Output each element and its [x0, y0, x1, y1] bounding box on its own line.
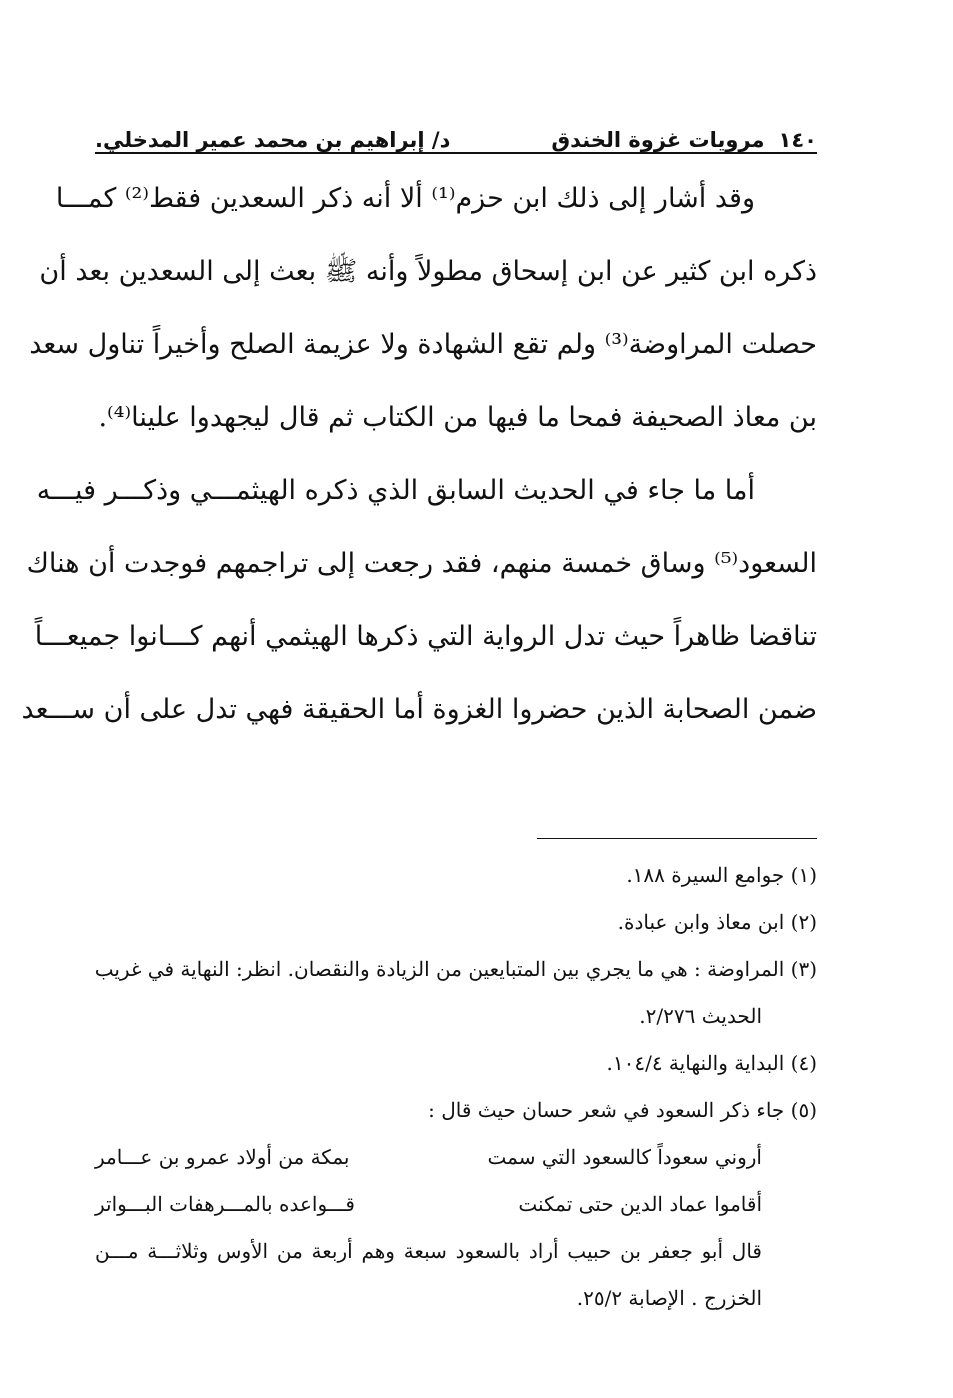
- text-line: تناقضا ظاهراً حيث تدل الرواية التي ذكرها الهيثمي أنهم كـــانوا جميعـــاً: [34, 621, 817, 652]
- text-line: وقد أشار إلى ذلك ابن حزم⁽¹⁾ ألا أنه ذكر السعدين فقط⁽²⁾ كمـــا: [55, 183, 755, 214]
- poem-verse: [95, 1134, 817, 1181]
- header-rule: [95, 152, 817, 154]
- text-line: حصلت المراوضة⁽³⁾ ولم تقع الشهادة ولا عزيمة الصلح وأخيراً تناول سعد: [29, 329, 817, 360]
- poem-first-hemistich: أروني سعوداً كالسعود التي سمت: [487, 1145, 762, 1169]
- header-right-group: [551, 128, 817, 152]
- text-line: ذكره ابن كثير عن ابن إسحاق مطولاً وأنه ﷺ بعث إلى السعدين بعد أن: [39, 256, 817, 287]
- footnote-5-text: قال أبو جعفر بن حبيب أراد بالسعود سبعة وهم أربعة من الأوس وثلاثـــة مـــن: [95, 1239, 762, 1263]
- poem-second-hemistich: بمكة من أولاد عمرو بن عـــامر: [95, 1145, 350, 1169]
- footnote-5: (٥) جاء ذكر السعود في شعر حسان حيث قال :: [428, 1098, 817, 1122]
- footnote-3-continuation: الحديث ٢/٢٧٦.: [639, 1004, 762, 1028]
- footnote-5-continuation: الخزرج . الإصابة ٢٥/٢.: [576, 1286, 762, 1310]
- poem-verse: [95, 1181, 817, 1228]
- text-line: السعود⁽⁵⁾ وساق خمسة منهم، فقد رجعت إلى تراجمهم فوجدت أن هناك: [26, 548, 817, 579]
- text-line: بن معاذ الصحيفة فمحا ما فيها من الكتاب ثم قال ليجهدوا علينا⁽⁴⁾.: [98, 402, 817, 433]
- poem-first-hemistich: أقاموا عماد الدين حتى تمكنت: [518, 1192, 762, 1216]
- footnote-separator: [537, 838, 817, 839]
- footnotes: [95, 852, 817, 1322]
- footnote-1: (١) جوامع السيرة ١٨٨.: [626, 863, 817, 887]
- text-line: ضمن الصحابة الذين حضروا الغزوة أما الحقيقة فهي تدل على أن ســـعد: [21, 694, 817, 725]
- footnote-4: (٤) البداية والنهاية ١٠٤/٤.: [606, 1051, 817, 1075]
- footnote-3: (٣) المراوضة : هي ما يجري بين المتبايعين من الزيادة والنقصان. انظر: النهاية في غريب: [94, 957, 817, 981]
- footnote-2: (٢) ابن معاذ وابن عبادة.: [617, 910, 817, 934]
- book-title: مرويات غزوة الخندق: [551, 128, 765, 152]
- page-number: ١٤٠: [778, 128, 817, 152]
- text-line: أما ما جاء في الحديث السابق الذي ذكره الهيثمـــي وذكـــر فيـــه: [36, 475, 755, 506]
- poem-second-hemistich: قـــواعده بالمـــرهفات البـــواتر: [95, 1192, 355, 1216]
- main-text: [21, 162, 817, 746]
- page-header: [95, 116, 817, 152]
- author-name: د/ إبراهيم بن محمد عمير المدخلي.: [95, 128, 451, 152]
